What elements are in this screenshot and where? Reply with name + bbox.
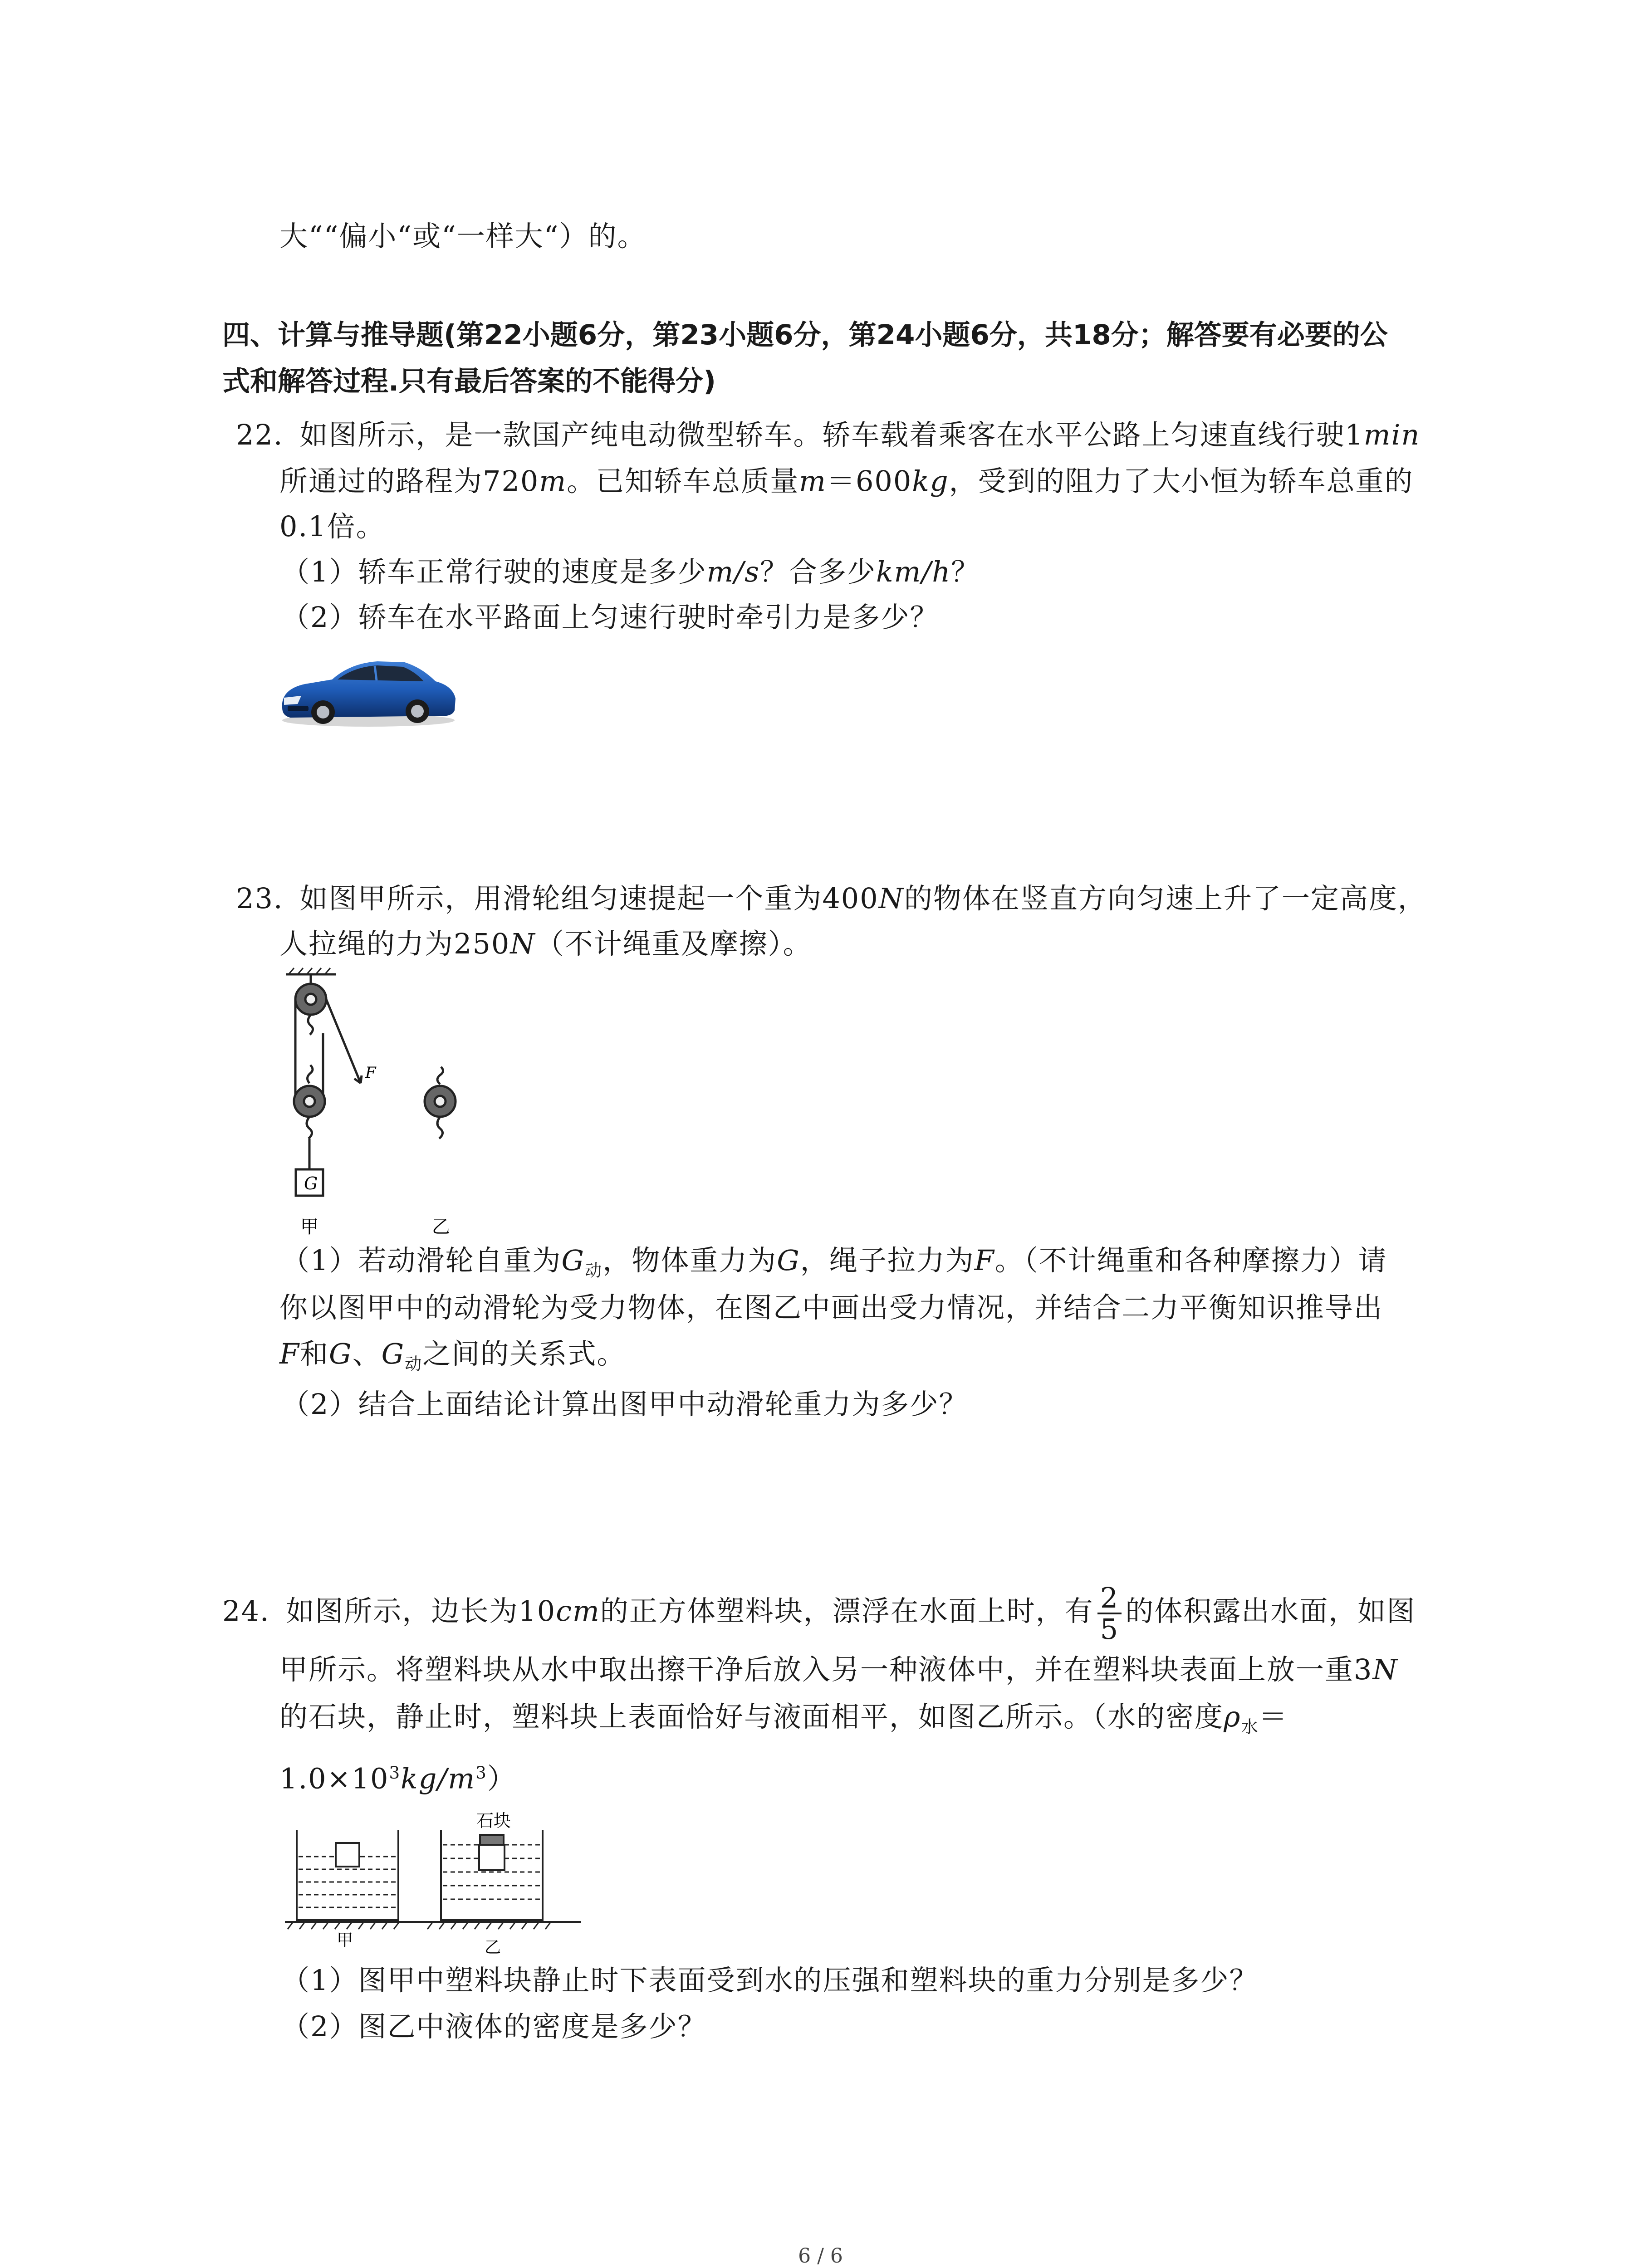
q24-line4-sup2: 3 <box>475 1763 487 1783</box>
q23-sub1-line3 <box>279 1337 626 1374</box>
q23-sub1-c: ，物体重力为 <box>603 1244 777 1277</box>
q24-line4-sup: 3 <box>389 1763 401 1783</box>
q24-line1 <box>222 1583 1416 1644</box>
q24-line3 <box>279 1700 1288 1737</box>
section-title-line1: 四、计算与推导题(第22小题6分，第23小题6分，第24小题6分，共18分；解答要有必要的公 <box>222 319 1388 351</box>
q24-unit-kgm: kg/m <box>401 1762 476 1795</box>
q23-l3-f-text: 之间的关系式。 <box>422 1337 626 1370</box>
rope-pull <box>326 999 361 1083</box>
q22-line2-a: 所通过的路程为720 <box>279 464 539 498</box>
page-number: 6 / 6 <box>798 2244 843 2268</box>
pulley-figure <box>272 965 508 1246</box>
free-body-pulley-axle <box>435 1096 446 1107</box>
q23-var-g: G <box>777 1244 800 1277</box>
q23-unit-n1: N <box>878 882 904 915</box>
q23-var-g-dong: G <box>561 1244 585 1277</box>
q24-unit-cm: cm <box>556 1594 600 1628</box>
ground-hatch <box>288 1922 551 1929</box>
q24-line2-a: 甲所示。将塑料块从水中取出擦干净后放入另一种液体中，并在塑料块表面上放一重3 <box>279 1653 1373 1686</box>
q22-unit-min: min <box>1363 418 1421 451</box>
q24-rho: ρ <box>1224 1700 1241 1733</box>
free-body-bottom-hook <box>437 1117 443 1139</box>
q22-unit-m: m <box>539 464 567 498</box>
fixed-pulley-axle <box>305 994 316 1005</box>
q22-sub2: （2）轿车在水平路面上匀速行驶时牵引力是多少？ <box>281 601 939 634</box>
q24-sub2: （2）图乙中液体的密度是多少？ <box>281 2010 707 2043</box>
q22-sub1-e: ？ <box>951 555 980 588</box>
free-body-top-hook <box>437 1067 443 1084</box>
q23-sub-dong: 动 <box>584 1260 603 1281</box>
q22-var-m: m <box>799 464 827 498</box>
stone-block <box>480 1835 504 1845</box>
q22-line2-e: ＝600 <box>826 464 912 498</box>
q23-l3-sub-dong: 动 <box>405 1354 423 1374</box>
q22-unit-kmh: km/h <box>876 555 951 588</box>
q23-l3-g2: G <box>381 1337 405 1370</box>
q23-sub1-line2: 你以图甲中的动滑轮为受力物体，在图乙中画出受力情况，并结合二力平衡知识推导出 <box>279 1291 1383 1324</box>
q23-var-f: F <box>974 1244 995 1277</box>
movable-pulley-top-hook <box>307 1065 313 1083</box>
q22-line2-g: ，受到的阻力了大小恒为轿车总重的 <box>949 464 1414 498</box>
q24-line1-c: 的正方体塑料块，漂浮在水面上时，有 <box>600 1594 1094 1628</box>
q23-sub1-a: （1）若动滑轮自重为 <box>281 1244 562 1277</box>
q23-line2-c: （不计绳重及摩擦）。 <box>535 927 812 960</box>
fraction-denominator: 5 <box>1100 1613 1119 1646</box>
q22-sub1 <box>281 555 980 588</box>
q24-line4-c: ） <box>487 1762 516 1795</box>
plastic-block-jia <box>336 1843 359 1867</box>
q23-number: 23. <box>236 882 284 915</box>
q23-l3-he: 和 <box>300 1337 329 1370</box>
q22-sub1-a: （1）轿车正常行驶的速度是多少 <box>281 555 707 588</box>
q22-unit-kg: kg <box>912 464 949 498</box>
fraction-numerator: 2 <box>1097 1583 1122 1614</box>
q23-sub1-line1 <box>281 1246 1387 1279</box>
fixed-pulley-hook <box>308 1015 313 1035</box>
weight-label-g: G <box>304 1173 318 1193</box>
stone-label: 石块 <box>476 1811 511 1831</box>
q24-number: 24. <box>222 1594 270 1628</box>
caption-jia: 甲 <box>300 1217 318 1237</box>
q22-line2-c: 。已知轿车总质量 <box>567 464 799 498</box>
q22-line3: 0.1倍。 <box>279 510 385 543</box>
car-grille <box>288 706 309 711</box>
q24-line4 <box>279 1762 516 1795</box>
car-figure <box>278 640 459 730</box>
q23-line1-a: 如图甲所示，用滑轮组匀速提起一个重为400 <box>299 882 879 915</box>
q24-line3-eq: ＝ <box>1259 1700 1288 1733</box>
section-title-line2: 式和解答过程.只有最后答案的不能得分) <box>222 365 716 397</box>
q23-sub1-e: ，绳子拉力为 <box>800 1244 975 1277</box>
q22-line1 <box>236 418 1421 451</box>
q23-line1-c: 的物体在竖直方向匀速上升了一定高度， <box>904 882 1427 915</box>
container-figure <box>281 1803 590 1957</box>
q23-sub2: （2）结合上面结论计算出图甲中动滑轮重力为多少？ <box>281 1388 968 1421</box>
q23-unit-n2: N <box>510 927 536 960</box>
movable-pulley-bottom-hook <box>307 1117 312 1139</box>
car-front-rim <box>317 706 329 719</box>
fraction-two-fifths <box>1097 1583 1122 1644</box>
q22-sub1-c: ？合多少 <box>759 555 876 588</box>
caption-yi-24: 乙 <box>485 1938 501 1957</box>
q22-text1: 如图所示，是一款国产纯电动微型轿车。轿车载着乘客在水平公路上匀速直线行驶1 <box>299 418 1364 451</box>
plastic-block-yi <box>479 1845 505 1870</box>
q23-l3-sep: 、 <box>352 1337 382 1370</box>
q22-number: 22. <box>236 418 284 451</box>
q22-unit-ms: m/s <box>706 555 760 588</box>
q23-line2 <box>279 927 812 960</box>
q24-line2 <box>279 1653 1398 1686</box>
car-rear-rim <box>411 705 424 718</box>
q23-line1 <box>236 882 1427 915</box>
q24-line3-a: 的石块，静止时，塑料块上表面恰好与液面相平，如图乙所示。（水的密度 <box>279 1700 1224 1733</box>
q24-unit-n: N <box>1372 1653 1398 1686</box>
q23-sub1-g: 。（不计绳重和各种摩擦力）请 <box>994 1244 1387 1277</box>
q23-l3-g: G <box>329 1337 353 1370</box>
q24-rho-sub: 水 <box>1241 1716 1259 1737</box>
previous-question-continuation: 大““偏小“或“一样大“）的。 <box>279 220 647 253</box>
q24-line1-a: 如图所示，边长为10 <box>286 1594 556 1628</box>
q24-line4-a: 1.0×10 <box>279 1762 389 1795</box>
caption-yi: 乙 <box>432 1217 450 1237</box>
caption-jia-24: 甲 <box>337 1931 353 1950</box>
force-label-f: F <box>365 1064 376 1082</box>
q24-sub1: （1）图甲中塑料块静止时下表面受到水的压强和塑料块的重力分别是多少？ <box>281 1964 1259 1997</box>
q23-line2-a: 人拉绳的力为250 <box>279 927 510 960</box>
q24-line1-d: 的体积露出水面，如图 <box>1125 1594 1416 1628</box>
q22-line2 <box>279 464 1414 498</box>
q23-l3-f: F <box>279 1337 300 1370</box>
movable-pulley-axle <box>304 1096 315 1107</box>
